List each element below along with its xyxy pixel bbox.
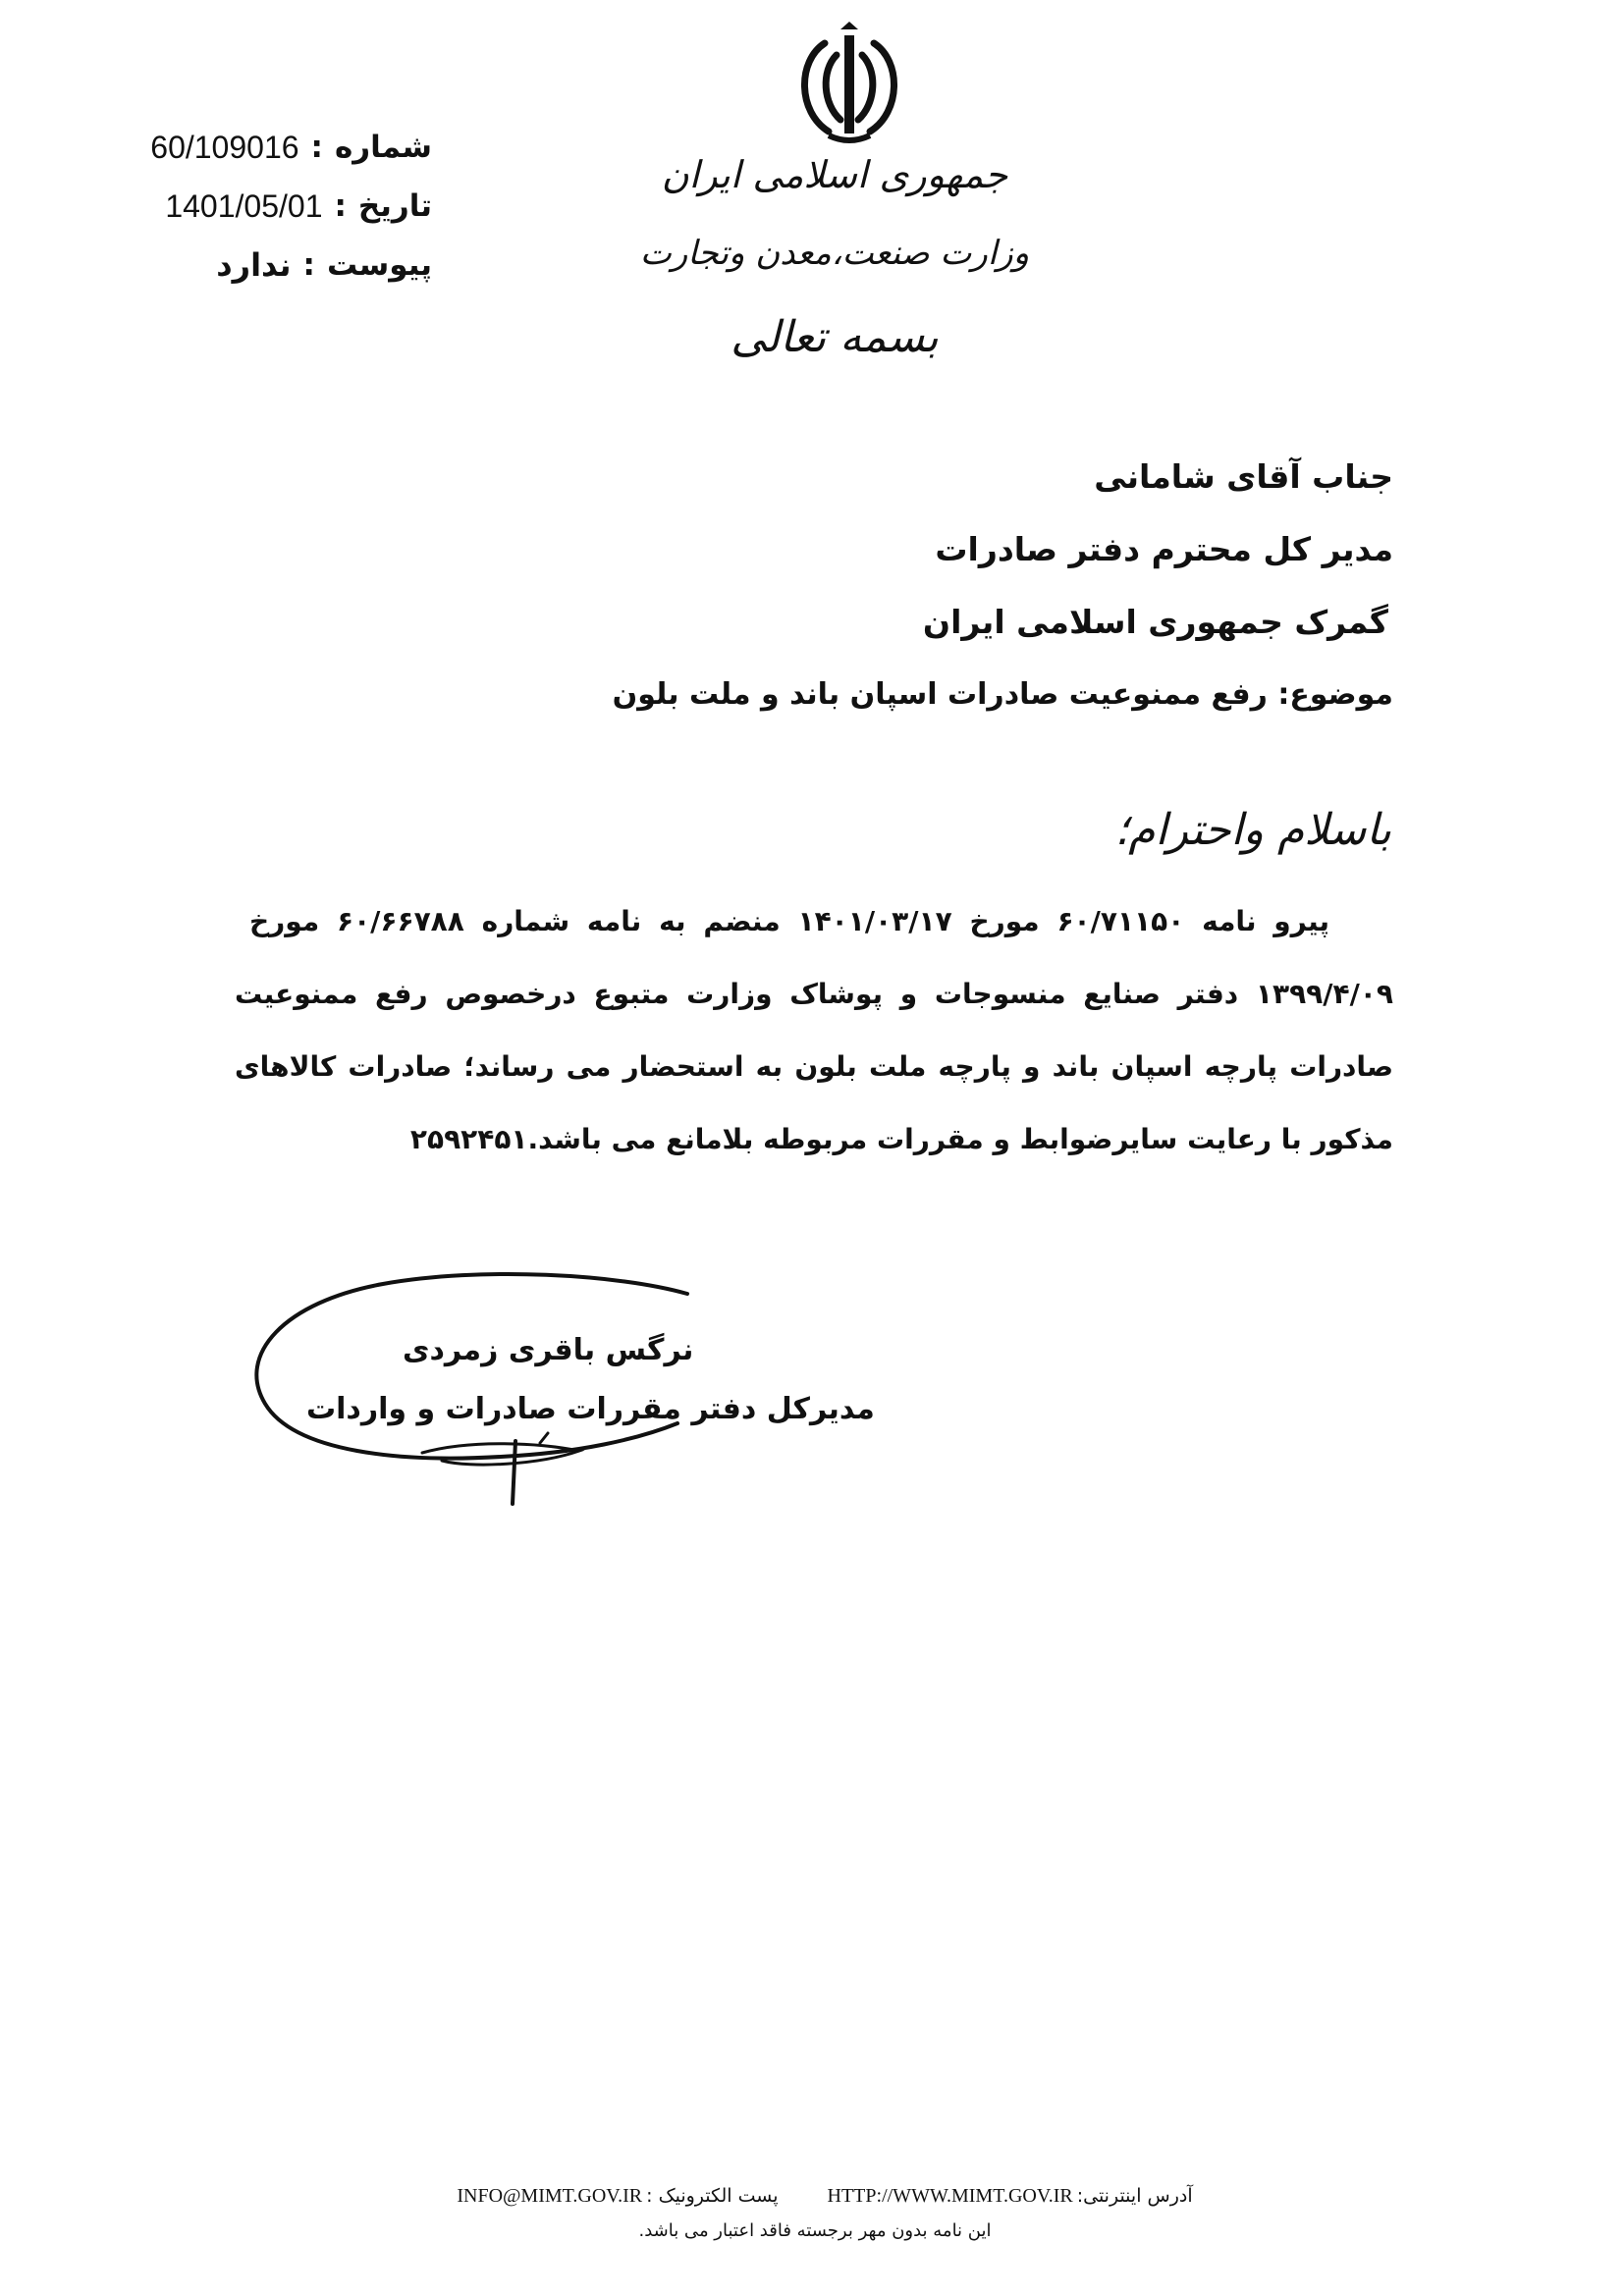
footer-website-label: آدرس اینترنتی: (1076, 2185, 1193, 2207)
signatory-title: مدیرکل دفتر مقررات صادرات و واردات (306, 1392, 875, 1426)
letter-number-value: 60/109016 (150, 129, 299, 165)
footer-email (457, 2185, 778, 2208)
letter-attachment-label: پیوست (326, 247, 432, 283)
letter-date-label: تاریخ (357, 188, 432, 224)
footer-email-label: پست الکترونیک : (646, 2185, 779, 2207)
recipient-organization: گمرک جمهوری اسلامی ایران (922, 603, 1388, 641)
letter-attachment-colon: : (302, 247, 315, 283)
footer-email-link[interactable]: INFO@MIMT.GOV.IR (457, 2184, 643, 2207)
letter-attachment-value: ندارد (216, 246, 292, 284)
letter-date-value: 1401/05/01 (165, 187, 323, 224)
letter-date (137, 179, 432, 234)
salutation: باسلام واحترام؛ (1114, 805, 1391, 855)
footer-validity-note: این نامه بدون مهر برجسته فاقد اعتبار می باشد. (638, 2220, 992, 2241)
letter-date-colon: : (334, 188, 347, 224)
letter-attachment (137, 238, 432, 293)
body-line: پیرو نامه ۶۰/۷۱۱۵۰ مورخ ۱۴۰۱/۰۳/۱۷ منضم به نامه شماره ۶۰/۶۶۷۸۸ مورخ (249, 905, 1330, 937)
header-republic: جمهوری اسلامی ایران (661, 153, 1008, 196)
body-line: صادرات پارچه اسپان باند و پارچه ملت بلون به استحضار می رساند؛ صادرات کالاهای (235, 1050, 1393, 1083)
header-ministry: وزارت صنعت،معدن وتجارت (639, 234, 1030, 273)
letter-number (137, 120, 432, 175)
recipient-name: جناب آقای شامانی (1094, 457, 1393, 496)
recipient-position: مدیر کل محترم دفتر صادرات (935, 530, 1393, 568)
body-line: ۱۳۹۹/۴/۰۹ دفتر صنایع منسوجات و پوشاک وزارت متبوع درخصوص رفع ممنوعیت (235, 978, 1393, 1010)
footer-website (828, 2185, 1193, 2208)
body-line: مذکور با رعایت سایرضوابط و مقررات مربوطه بلامانع می باشد.۲۵۹۲۴۵۱ (409, 1123, 1393, 1155)
footer-website-link[interactable]: HTTP://WWW.MIMT.GOV.IR (827, 2184, 1073, 2207)
header-bismillah: بسمه تعالی (731, 312, 939, 362)
footer-contact (422, 2181, 1227, 2211)
signatory-name: نرگس باقری زمردی (403, 1333, 694, 1367)
letter-number-colon: : (310, 130, 323, 165)
letter-number-label: شماره (334, 130, 432, 165)
letter-subject: موضوع: رفع ممنوعیت صادرات اسپان باند و ملت بلون (612, 677, 1393, 712)
iran-emblem-icon (785, 22, 913, 149)
